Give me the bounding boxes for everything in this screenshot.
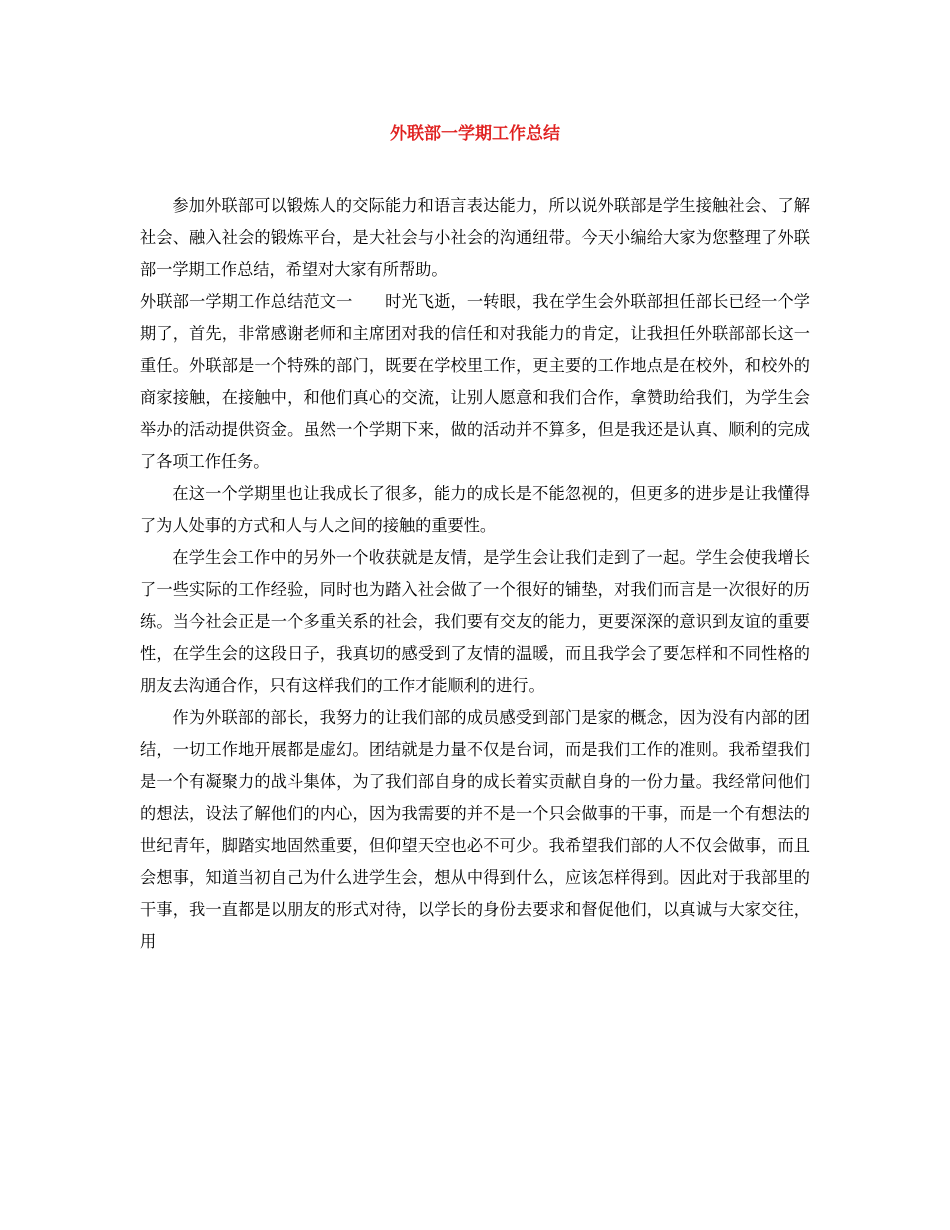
document-body xyxy=(140,190,810,958)
paragraph-growth: 在这一个学期里也让我成长了很多，能力的成长是不能忽视的，但更多的进步是让我懂得了为人处事的方式和人与人之间的接触的重要性。 xyxy=(140,484,810,535)
paragraph-sample-one: 外联部一学期工作总结范文一 时光飞逝，一转眼，我在学生会外联部担任部长已经一个学期了，首先，非常感谢老师和主席团对我的信任和对我能力的肯定，让我担任外联部部长这一重任。外联部是一个特殊的部门，既要在学校里工作，更主要的工作地点是在校外，和校外的商家接触，在接触中，和他们真心的交流，让别人愿意和我们合作，拿赞助给我们，为学生会举办的活动提供资金。虽然一个学期下来，做的活动并不算多，但是我还是认真、顺利的完成了各项工作任务。 xyxy=(140,292,810,471)
paragraph-friendship: 在学生会工作中的另外一个收获就是友情，是学生会让我们走到了一起。学生会使我增长了一些实际的工作经验，同时也为踏入社会做了一个很好的铺垫，对我们而言是一次很好的历练。当今社会正是一个多重关系的社会，我们要有交友的能力，更要深深的意识到友谊的重要性，在学生会的这段日子，我真切的感受到了友情的温暖，而且我学会了要怎样和不同性格的朋友去沟通合作，只有这样我们的工作才能顺利的进行。 xyxy=(140,548,810,695)
page-title: 外联部一学期工作总结 xyxy=(390,124,560,144)
paragraph-intro: 参加外联部可以锻炼人的交际能力和语言表达能力，所以说外联部是学生接触社会、了解社会、融入社会的锻炼平台，是大社会与小社会的沟通纽带。今天小编给大家为您整理了外联部一学期工作总结，希望对大家有所帮助。 xyxy=(140,196,810,279)
paragraph-department: 作为外联部的部长，我努力的让我们部的成员感受到部门是家的概念，因为没有内部的团结，一切工作地开展都是虚幻。团结就是力量不仅是台词，而是我们工作的准则。我希望我们是一个有凝聚力的战斗集体，为了我们部自身的成长着实贡献自身的一份力量。我经常问他们的想法，设法了解他们的内心，因为我需要的并不是一个只会做事的干事，而是一个有想法的世纪青年，脚踏实地固然重要，但仰望天空也必不可少。我希望我们部的人不仅会做事，而且会想事，知道当初自己为什么进学生会，想从中得到什么，应该怎样得到。因此对于我部里的干事，我一直都是以朋友的形式对待，以学长的身份去要求和督促他们，以真诚与大家交往，用 xyxy=(140,708,810,951)
